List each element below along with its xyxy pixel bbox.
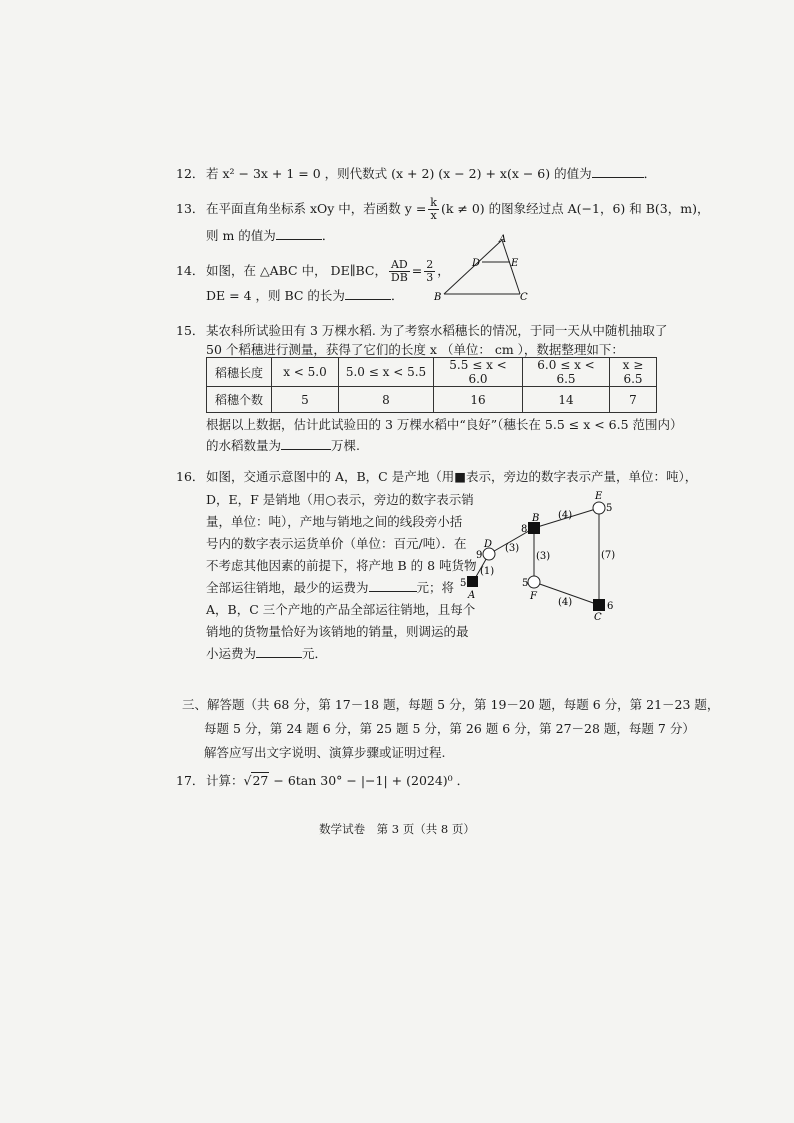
node-a-square <box>467 576 478 587</box>
question-text: 小运费为 <box>206 646 257 661</box>
section-three-header <box>182 693 719 765</box>
question-text: 50 个稻穗进行测量，获得了它们的长度 x （单位： cm ），数据整理如下： <box>206 342 624 357</box>
node-f-circle <box>528 576 540 588</box>
cost-e-c: (7) <box>601 550 616 561</box>
question-text: DE = 4 ，则 BC 的长为 <box>206 288 345 303</box>
question-16-line7 <box>176 598 475 622</box>
table-cell: 5.5 ≤ x < 6.0 <box>434 358 523 387</box>
table-header-cell: 稻穗长度 <box>207 358 272 387</box>
table-cell: 14 <box>523 387 610 413</box>
table-cell: x < 5.0 <box>272 358 339 387</box>
label-b: B <box>532 513 540 524</box>
answer-blank[interactable] <box>345 285 391 300</box>
label-b: B <box>434 292 442 303</box>
question-text: 则 m 的值为 <box>206 228 276 243</box>
question-text: 根据以上数据，估计此试验田的 3 万棵水稻中“良好”（穗长在 5.5 ≤ x < 6.5 范围内） <box>206 417 683 432</box>
frac-numerator: AD <box>390 258 408 271</box>
sqrt-sign: √ <box>243 773 252 788</box>
cost-b-e: (4) <box>558 510 573 521</box>
triangle-figure <box>430 230 540 306</box>
label-c: C <box>594 612 602 623</box>
table-cell: 5 <box>272 387 339 413</box>
question-17 <box>176 769 469 793</box>
section-three-line3: 解答应写出文字说明、演算步骤或证明过程. <box>204 745 446 760</box>
table-cell: 8 <box>339 387 434 413</box>
question-text: D，E，F 是销地（用○表示，旁边的数字表示销 <box>206 492 474 507</box>
question-text-end: 万棵. <box>331 438 360 453</box>
table-cell: 7 <box>610 387 657 413</box>
node-c-square <box>593 599 605 611</box>
question-13-line1 <box>176 197 709 222</box>
value-b: 8 <box>521 524 528 535</box>
question-16-line1 <box>176 465 697 489</box>
label-d: D <box>484 539 493 550</box>
question-number: 12． <box>176 166 205 181</box>
question-text-end: 元；将 <box>416 580 455 595</box>
transport-network-figure <box>458 488 628 624</box>
label-a: A <box>499 234 507 245</box>
table-row <box>207 387 657 413</box>
question-text: 号内的数字表示运货单价（单位：百元/吨）．在 <box>206 536 467 551</box>
label-e: E <box>511 258 519 269</box>
question-text: 如图，交通示意图中的 A，B，C 是产地（用■表示，旁边的数字表示产量，单位：吨）， <box>206 469 698 484</box>
answer-blank[interactable] <box>281 435 331 450</box>
question-text: 不考虑其他因素的前提下，将产地 B 的 8 吨货物 <box>206 558 477 573</box>
question-text: (k ≠ 0) 的图象经过点 A(−1，6) 和 B(3，m)， <box>440 201 710 216</box>
question-16-line9 <box>176 642 327 666</box>
table-cell: 16 <box>434 387 523 413</box>
fraction-ad-db <box>389 259 410 284</box>
value-c: 6 <box>607 601 614 612</box>
label-a: A <box>468 590 476 601</box>
question-text-end: ． <box>390 288 404 303</box>
node-e-circle <box>593 502 605 514</box>
answer-blank[interactable] <box>592 163 644 178</box>
value-a: 5 <box>460 578 467 589</box>
question-text: A，B，C 三个产地的产品全部运往销地，且每个 <box>206 602 476 617</box>
section-three-line1: 三、解答题（共 68 分，第 17－18 题，每题 5 分，第 19－20 题，每题 6 分，第 21－23 题， <box>182 697 720 712</box>
answer-blank[interactable] <box>256 643 302 658</box>
question-12 <box>176 162 656 186</box>
table-cell: 6.0 ≤ x < 6.5 <box>523 358 610 387</box>
answer-blank[interactable] <box>369 577 417 592</box>
question-text: 某农科所试验田有 3 万棵水稻. 为了考察水稻穗长的情况，于同一天从中随机抽取了 <box>206 323 668 338</box>
value-d: 9 <box>476 550 483 561</box>
table-header-cell: 稻穗个数 <box>207 387 272 413</box>
cost-b-f: (3) <box>536 551 551 562</box>
fraction-k-over-x <box>428 197 439 222</box>
question-16-line6 <box>176 576 454 600</box>
frac-denominator: DB <box>390 271 408 284</box>
question-expression: − 6tan 30° − |−1| + (2024)⁰ ． <box>273 773 470 788</box>
cost-f-c: (4) <box>558 597 573 608</box>
question-number: 14． <box>176 263 205 278</box>
question-16-line5 <box>176 554 477 578</box>
table-row <box>207 358 657 387</box>
question-number: 16． <box>176 469 205 484</box>
section-three-line2: 每题 5 分，第 24 题 6 分，第 25 题 5 分，第 26 题 6 分，第 27－28 题，每题 7 分） <box>204 721 695 736</box>
question-number: 17． <box>176 773 205 788</box>
question-16-line2 <box>176 488 474 512</box>
equals-sign: = <box>411 263 423 278</box>
label-d: D <box>472 258 481 269</box>
question-number: 13． <box>176 201 205 216</box>
label-e: E <box>595 491 603 502</box>
frac-numerator: k <box>430 196 437 209</box>
question-number: 15． <box>176 323 205 338</box>
cost-d-a: (1) <box>480 566 495 577</box>
question-text: 在平面直角坐标系 xOy 中，若函数 y = <box>206 201 427 216</box>
question-14-line1 <box>176 259 450 284</box>
question-16-line4 <box>176 532 466 556</box>
page-footer: 数学试卷 第 3 页（共 8 页） <box>319 822 475 836</box>
value-e: 5 <box>606 503 613 514</box>
question-16-line3 <box>176 510 462 534</box>
frac-denominator: 3 <box>426 271 434 284</box>
answer-blank[interactable] <box>276 225 322 240</box>
frac-denominator: x <box>430 209 437 222</box>
question-text-end: 元． <box>302 646 328 661</box>
table-cell: 5.0 ≤ x < 5.5 <box>339 358 434 387</box>
label-c: C <box>520 292 528 303</box>
question-14-line2 <box>176 284 403 308</box>
radicand: 27 <box>252 773 269 788</box>
question-text-end: ． <box>321 228 335 243</box>
question-label: 计算： <box>206 773 244 788</box>
question-16-line8 <box>176 620 469 644</box>
value-f: 5 <box>522 578 529 589</box>
question-text: 全部运往销地，最少的运费为 <box>206 580 369 595</box>
question-text: 销地的货物量恰好为该销地的销量，则调运的最 <box>206 624 469 639</box>
table-cell: x ≥ 6.5 <box>610 358 657 387</box>
cost-d-b: (3) <box>505 543 520 554</box>
rice-ear-table <box>206 357 657 413</box>
question-text: ， <box>437 263 450 278</box>
frac-numerator: 2 <box>426 258 434 271</box>
question-text: 如图，在 △ABC 中， DE∥BC， <box>206 263 387 278</box>
label-f: F <box>530 591 537 602</box>
question-text: 的水稻数量为 <box>206 438 282 453</box>
question-15-line4 <box>176 434 360 458</box>
question-text: 量，单位：吨），产地与销地之间的线段旁小括 <box>206 514 463 529</box>
question-text: 若 x² − 3x + 1 = 0 ，则代数式 (x + 2) (x − 2) + x(x − 6) 的值为 <box>206 166 592 181</box>
question-13-line2 <box>176 224 334 248</box>
question-text-end: ． <box>643 166 657 181</box>
